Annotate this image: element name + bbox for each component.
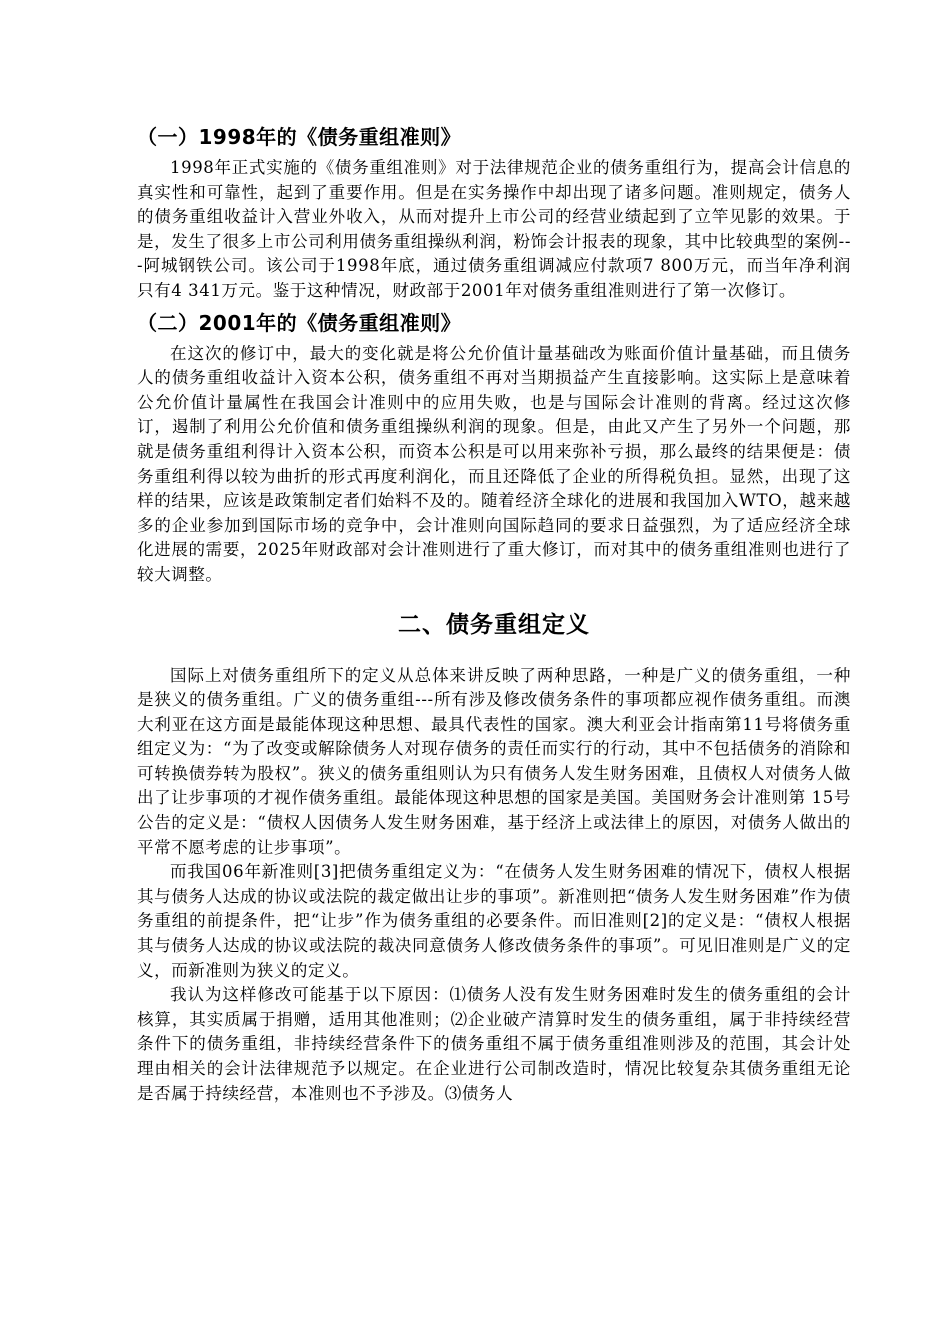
paragraph-definition-1: 国际上对债务重组所下的定义从总体来讲反映了两种思路，一种是广义的债务重组，一种是狭义的债务重组。广义的债务重组---所有涉及修改债务条件的事项都应视作债务重组。而澳大利亚在这方面是最能体现这种思想、最具代表性的国家。澳大利亚会计指南第11号将债务重组定义为：“为了改变或解除债务人对现存债务的责任而实行的行动，其中不包括债务的消除和可转换债券转为股权”。狭义的债务重组则认为只有债务人发生财务困难，且债权人对债务人做出了让步事项的才视作债务重组。最能体现这种思想的国家是美国。美国财务会计准则第 15号公告的定义是：“债权人因债务人发生财务困难，基于经济上或法律上的原因，对债务人做出的平常不愿考虑的让步事项”。 [137,665,851,857]
section-heading-2001: （二）2001年的《债务重组准则》 [137,310,462,335]
paragraph-definition-3: 我认为这样修改可能基于以下原因：⑴债务人没有发生财务困难时发生的债务重组的会计核算，其实质属于捐赠，适用其他准则；⑵企业破产清算时发生的债务重组，属于非持续经营条件下的债务重组，非持续经营条件下的债务重组不属于债务重组准则涉及的范围，其会计处理由相关的会计法律规范予以规定。在企业进行公司制改造时，情况比较复杂其债务重组无论是否属于持续经营，本准则也不予涉及。⑶债务人 [137,985,851,1103]
paragraph-2001: 在这次的修订中，最大的变化就是将公允价值计量基础改为账面价值计量基础，而且债务人的债务重组收益计入资本公积，债务重组不再对当期损益产生直接影响。这实际上是意味着公允价值计量属性在我国会计准则中的应用失败，也是与国际会计准则的背离。经过这次修订，遏制了利用公允价值和债务重组操纵利润的现象。但是，由此又产生了另外一个问题，那就是债务重组利得计入资本公积，而资本公积是可以用来弥补亏损，那么最终的结果便是：债务重组利得以较为曲折的形式再度利润化，而且还降低了企业的所得税负担。显然，出现了这样的结果，应该是政策制定者们始料不及的。随着经济全球化的进展和我国加入WTO，越来越多的企业参加到国际市场的竞争中，会计准则向国际趋同的要求日益强烈，为了适应经济全球化进展的需要，2025年财政部对会计准则进行了重大修订，而对其中的债务重组准则也进行了较大调整。 [137,343,851,584]
paragraph-1998: 1998年正式实施的《债务重组准则》对于法律规范企业的债务重组行为，提高会计信息的真实性和可靠性，起到了重要作用。但是在实务操作中却出现了诸多问题。准则规定，债务人的债务重组收益计入营业外收入，从而对提升上市公司的经营业绩起到了立竿见影的效果。于是，发生了很多上市公司利用债务重组操纵利润，粉饰会计报表的现象，其中比较典型的案例---阿城钢铁公司。该公司于1998年底，通过债务重组调减应付款项7 800万元，而当年净利润只有4 341万元。鉴于这种情况，财政部于2001年对债务重组准则进行了第一次修订。 [137,158,851,300]
chapter-heading-definition: 二、债务重组定义 [398,611,590,638]
paragraph-definition-2: 而我国06年新准则[3]把债务重组定义为：“在债务人发生财务困难的情况下，债权人根据其与债务人达成的协议或法院的裁定做出让步的事项”。新准则把“债务人发生财务困难”作为债务重组的前提条件，把“让步”作为债务重组的必要条件。而旧准则[2]的定义是：“债权人根据其与债务人达成的协议或法院的裁决同意债务人修改债务条件的事项”。可见旧准则是广义的定义，而新准则为狭义的定义。 [137,862,851,980]
document-body [137,118,851,1106]
section-heading-1998: （一）1998年的《债务重组准则》 [137,125,462,149]
